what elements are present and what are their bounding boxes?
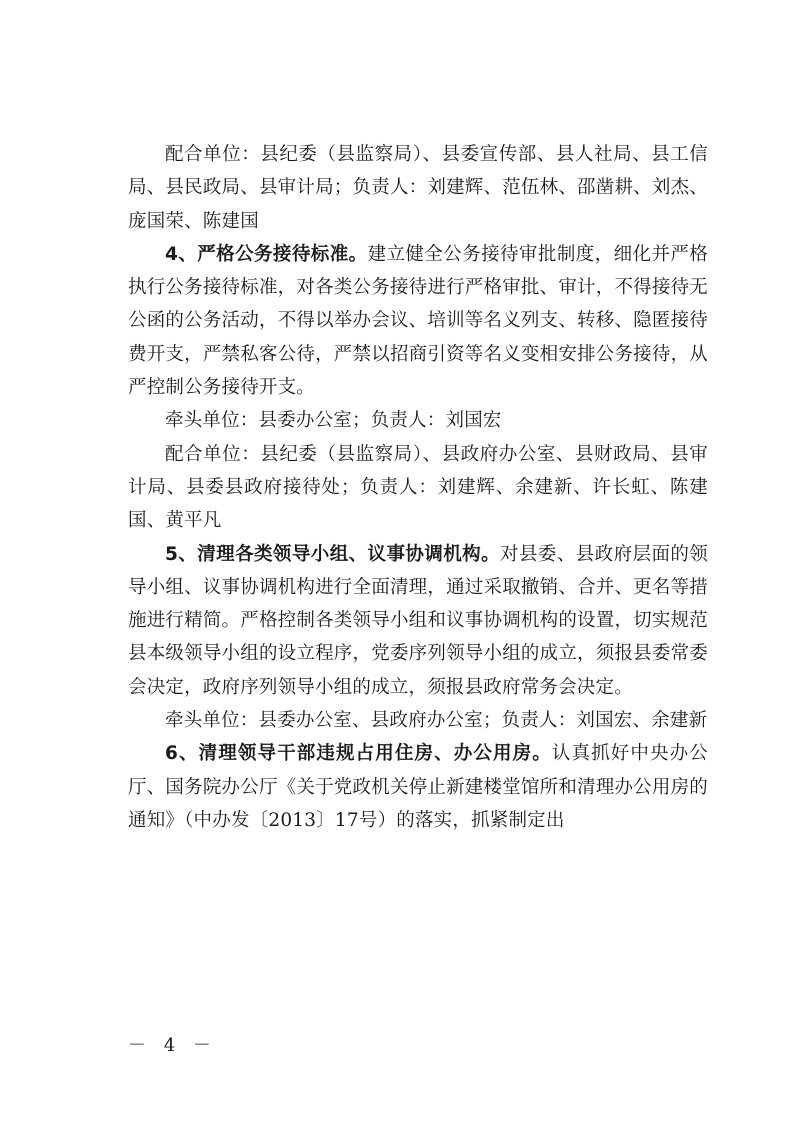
paragraph-item-6 [128,737,708,837]
paragraph-text: 配合单位：县纪委（县监察局）、县政府办公室、县财政局、县审计局、县委县政府接待处；负责人：刘建辉、余建新、许长虹、陈建国、黄平凡 [128,443,708,532]
paragraph-coordinating-units-3 [128,138,708,238]
paragraph-item-4 [128,238,708,404]
paragraph-coordinating-units-4 [128,438,708,538]
item-5-heading: 5、清理各类领导小组、议事协调机构。 [165,543,501,565]
item-4-heading: 4、严格公务接待标准。 [165,243,368,265]
paragraph-lead-unit-5 [128,704,708,737]
document-body [128,138,708,837]
paragraph-text: 建立健全公务接待审批制度，细化并严格执行公务接待标准，对各类公务接待进行严格审批、审计，不得接待无公函的公务活动，不得以举办会议、培训等名义列支、转移、隐匿接待费开支，严禁私客公待，严禁以招商引资等名义变相安排公务接待，从严控制公务接待开支。 [128,243,708,399]
paragraph-item-5 [128,538,708,704]
item-6-heading: 6、清理领导干部违规占用住房、办公用房。 [165,743,552,765]
paragraph-text: 牵头单位：县委办公室；负责人：刘国宏 [165,410,502,432]
paragraph-text: 对县委、县政府层面的领导小组、议事协调机构进行全面清理，通过采取撤销、合并、更名等措施进行精简。严格控制各类领导小组和议事协调机构的设置，切实规范县本级领导小组的设立程序，党委序列领导小组的成立，须报县委常委会决定，政府序列领导小组的成立，须报县政府常务会决定。 [128,543,709,698]
paragraph-text: 认真抓好中央办公厅、国务院办公厅《关于党政机关停止新建楼堂馆所和清理办公用房的通知》（中办发〔2013〕17号）的落实，抓紧制定出 [128,743,708,831]
paragraph-lead-unit-4 [128,404,708,437]
paragraph-text: 配合单位：县纪委（县监察局）、县委宣传部、县人社局、县工信局、县民政局、县审计局；负责人：刘建辉、范伍林、邵凿耕、刘杰、庞国荣、陈建国 [128,144,708,232]
page-number: － 4 － [128,1035,217,1056]
paragraph-text: 牵头单位：县委办公室、县政府办公室；负责人：刘国宏、余建新 [165,710,708,732]
